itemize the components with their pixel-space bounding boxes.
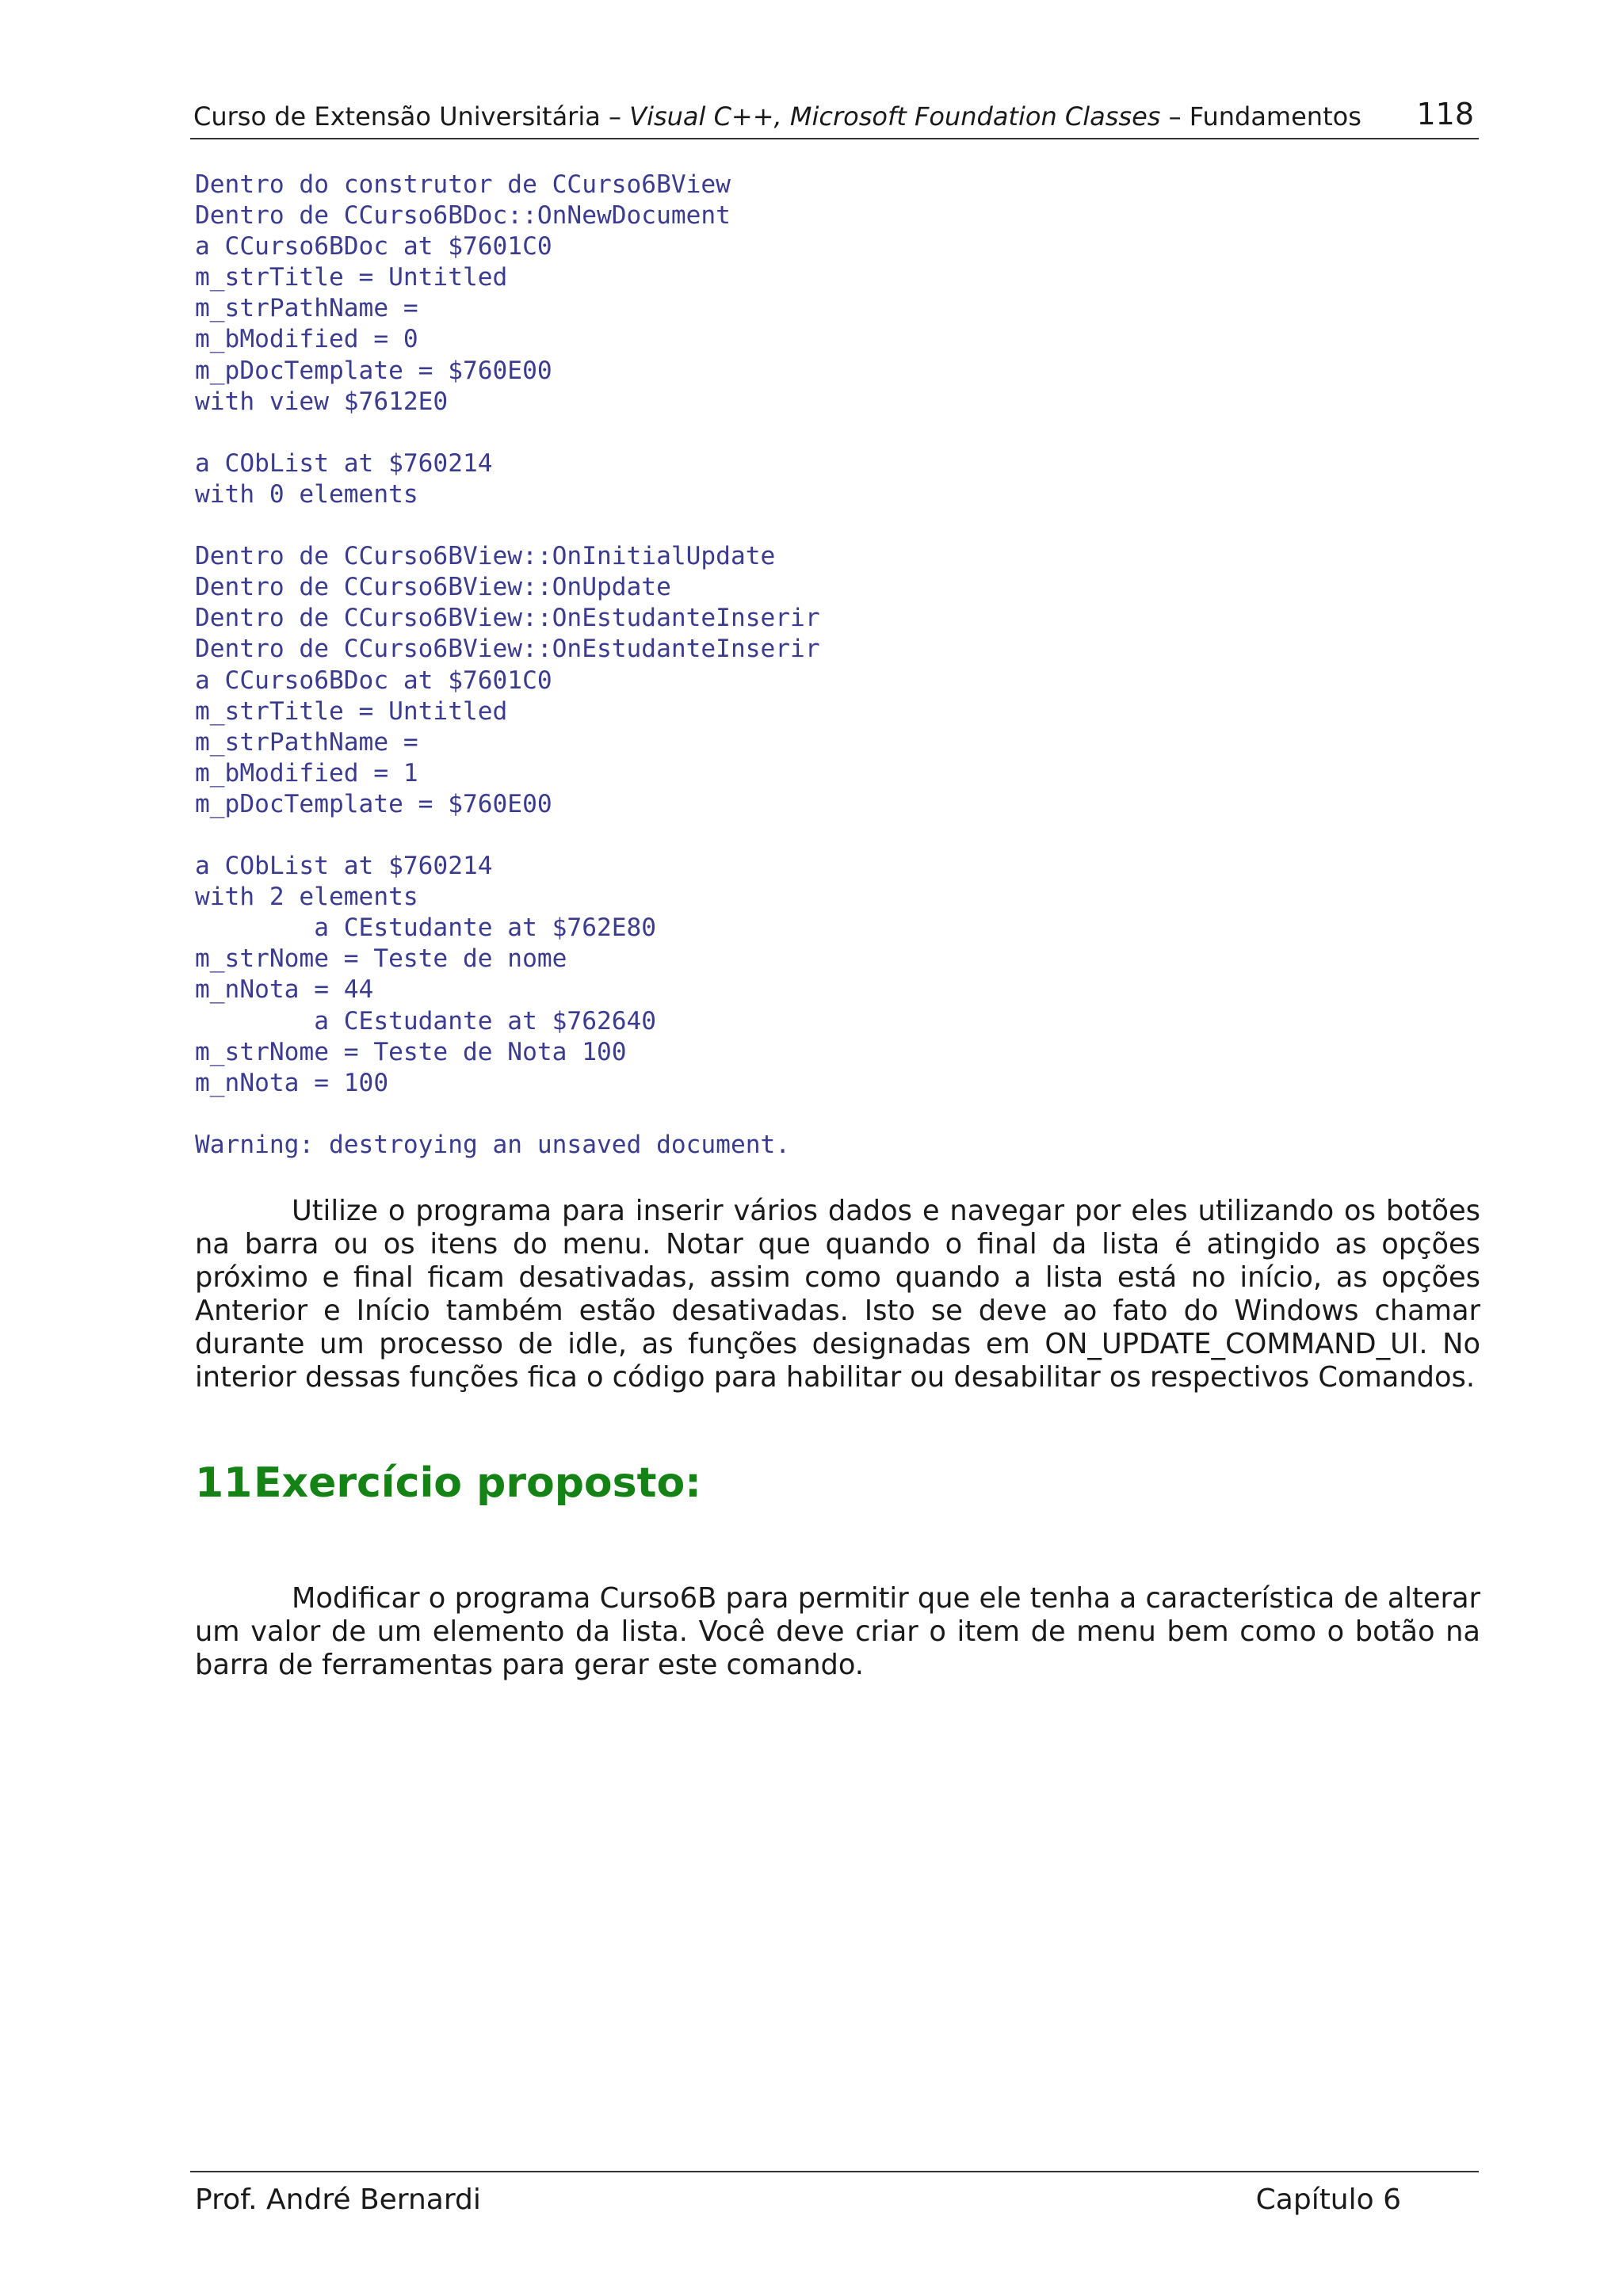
code-line: m_pDocTemplate = $760E00 — [195, 356, 552, 385]
code-line: a CCurso6BDoc at $7601C0 — [195, 232, 552, 261]
header-suffix: – Fundamentos — [1160, 101, 1361, 132]
code-line: m_strPathName = — [195, 294, 418, 323]
code-line: m_bModified = 1 — [195, 758, 418, 788]
code-line: a CObList at $760214 — [195, 852, 493, 881]
section-title: Exercício proposto: — [254, 1459, 701, 1507]
code-line: with 2 elements — [195, 883, 418, 912]
code-line: Dentro de CCurso6BView::OnEstudanteInserir — [195, 635, 820, 664]
header-title — [193, 101, 1361, 132]
footer-chapter: Capítulo 6 — [1255, 2183, 1401, 2216]
code-line: a CEstudante at $762640 — [195, 1006, 657, 1035]
paragraph-usage: Utilize o programa para inserir vários dados e navegar por eles utilizando os botões na barra ou os itens do menu. Notar que quando o final da lista é atingido as opções próximo e final ficam desativadas, assim como quando a lista está no início, as opções Anterior e Início também estão desativadas. Isto se deve ao fato do Windows chamar durante um processo de idle, as funções designadas em ON_UPDATE_COMMAND_UI. No interior dessas funções fica o código para habilitar ou desabilitar os respectivos Comandos. — [195, 1195, 1480, 1394]
code-line: Dentro do construtor de CCurso6BView — [195, 170, 731, 199]
code-line: m_strNome = Teste de Nota 100 — [195, 1037, 627, 1066]
code-line: Dentro de CCurso6BView::OnInitialUpdate — [195, 542, 776, 571]
code-line: m_bModified = 0 — [195, 325, 418, 354]
code-line: m_strTitle = Untitled — [195, 696, 508, 726]
code-line: m_strNome = Teste de nome — [195, 944, 567, 974]
section-number: 11 — [195, 1459, 253, 1507]
code-line — [195, 820, 820, 851]
code-line — [195, 1099, 820, 1130]
footer-author: Prof. André Bernardi — [195, 2183, 481, 2216]
code-line: Dentro de CCurso6BView::OnUpdate — [195, 573, 671, 602]
code-line: with 0 elements — [195, 479, 418, 509]
code-line: Warning: destroying an unsaved document. — [195, 1130, 791, 1159]
page-header — [190, 93, 1479, 139]
code-line: a CEstudante at $762E80 — [195, 913, 657, 943]
code-line: m_strPathName = — [195, 727, 418, 757]
code-output-block — [195, 170, 820, 1161]
code-line: Dentro de CCurso6BView::OnEstudanteInserir — [195, 604, 820, 633]
code-line: a CObList at $760214 — [195, 448, 493, 478]
page-footer — [190, 2171, 1479, 2216]
code-line: with view $7612E0 — [195, 387, 449, 416]
code-line — [195, 510, 820, 541]
code-line: a CCurso6BDoc at $7601C0 — [195, 666, 552, 695]
code-line: m_nNota = 100 — [195, 1068, 389, 1097]
code-line: m_nNota = 44 — [195, 975, 374, 1005]
code-line — [195, 418, 820, 448]
code-line: m_strTitle = Untitled — [195, 263, 508, 292]
section-heading — [195, 1459, 701, 1507]
paragraph-exercise: Modificar o programa Curso6B para permitir que ele tenha a característica de alterar um valor de um elemento da lista. Você deve criar o item de menu bem como o botão na barra de ferramentas para gerar este comando. — [195, 1582, 1480, 1681]
page-number: 118 — [1416, 97, 1474, 132]
code-line: Dentro de CCurso6BDoc::OnNewDocument — [195, 201, 731, 231]
code-line: m_pDocTemplate = $760E00 — [195, 789, 552, 818]
header-italic-title: Visual C++, Microsoft Foundation Classes — [629, 101, 1161, 132]
header-prefix: Curso de Extensão Universitária – — [193, 101, 630, 132]
